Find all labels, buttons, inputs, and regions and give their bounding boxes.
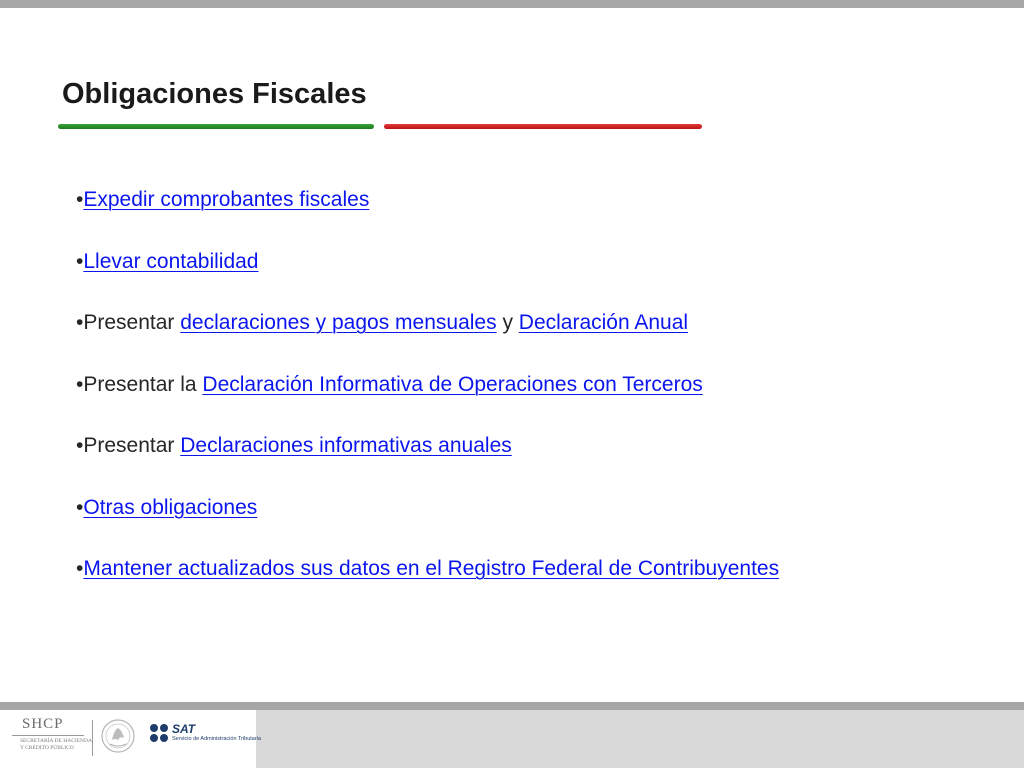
bullet: • bbox=[76, 434, 84, 457]
list-item bbox=[76, 496, 779, 558]
title-underline-green bbox=[58, 124, 374, 129]
list-item bbox=[76, 557, 779, 619]
link-llevar-contabilidad[interactable]: Llevar contabilidad bbox=[83, 249, 259, 273]
link-otras-obligaciones[interactable]: Otras obligaciones bbox=[83, 495, 258, 519]
shcp-name: SHCP bbox=[22, 716, 64, 732]
link-declaraciones-pagos-mensuales[interactable]: declaraciones y pagos mensuales bbox=[180, 311, 497, 334]
item-prefix: Presentar la bbox=[83, 372, 203, 396]
shcp-subtitle-1: SECRETARÍA DE HACIENDA bbox=[20, 738, 92, 744]
title-underline-red bbox=[384, 124, 702, 129]
obligations-list bbox=[76, 188, 779, 619]
sat-subtitle: Servicio de Administración Tributaria bbox=[172, 736, 261, 742]
link-mantener-datos-rfc[interactable]: Mantener actualizados sus datos en el Registro Federal de Contribuyentes bbox=[83, 557, 780, 580]
item-prefix: Presentar bbox=[83, 434, 181, 457]
list-item bbox=[76, 373, 779, 435]
link-declaracion-informativa-terceros[interactable]: Declaración Informativa de Operaciones con Terceros bbox=[202, 372, 703, 396]
list-item bbox=[76, 434, 779, 496]
link-declaracion-anual[interactable]: Declaración Anual bbox=[518, 311, 689, 334]
divider bbox=[92, 720, 93, 756]
bullet: • bbox=[76, 495, 84, 519]
divider bbox=[12, 735, 84, 736]
page-title: Obligaciones Fiscales bbox=[62, 78, 367, 110]
sat-logo-icon bbox=[148, 722, 172, 746]
footer-logos bbox=[0, 710, 261, 768]
list-item bbox=[76, 188, 779, 250]
item-prefix: Presentar bbox=[83, 311, 181, 334]
sat-name: SAT bbox=[172, 722, 196, 736]
list-item bbox=[76, 311, 779, 373]
shcp-subtitle-2: Y CRÉDITO PÚBLICO bbox=[20, 745, 74, 751]
link-declaraciones-informativas-anuales[interactable]: Declaraciones informativas anuales bbox=[180, 434, 512, 457]
shcp-logo bbox=[12, 716, 92, 762]
item-connector: y bbox=[496, 311, 519, 334]
link-expedir-comprobantes[interactable]: Expedir comprobantes fiscales bbox=[83, 188, 370, 211]
bullet: • bbox=[76, 249, 84, 273]
bullet: • bbox=[76, 188, 84, 211]
footer bbox=[0, 710, 1024, 768]
bullet: • bbox=[76, 311, 84, 334]
list-item bbox=[76, 250, 779, 312]
bullet: • bbox=[76, 372, 84, 396]
footer-decor-bar bbox=[0, 702, 1024, 710]
top-decor-bar bbox=[0, 0, 1024, 8]
bullet: • bbox=[76, 557, 84, 580]
mexican-coat-of-arms-icon bbox=[100, 716, 136, 758]
